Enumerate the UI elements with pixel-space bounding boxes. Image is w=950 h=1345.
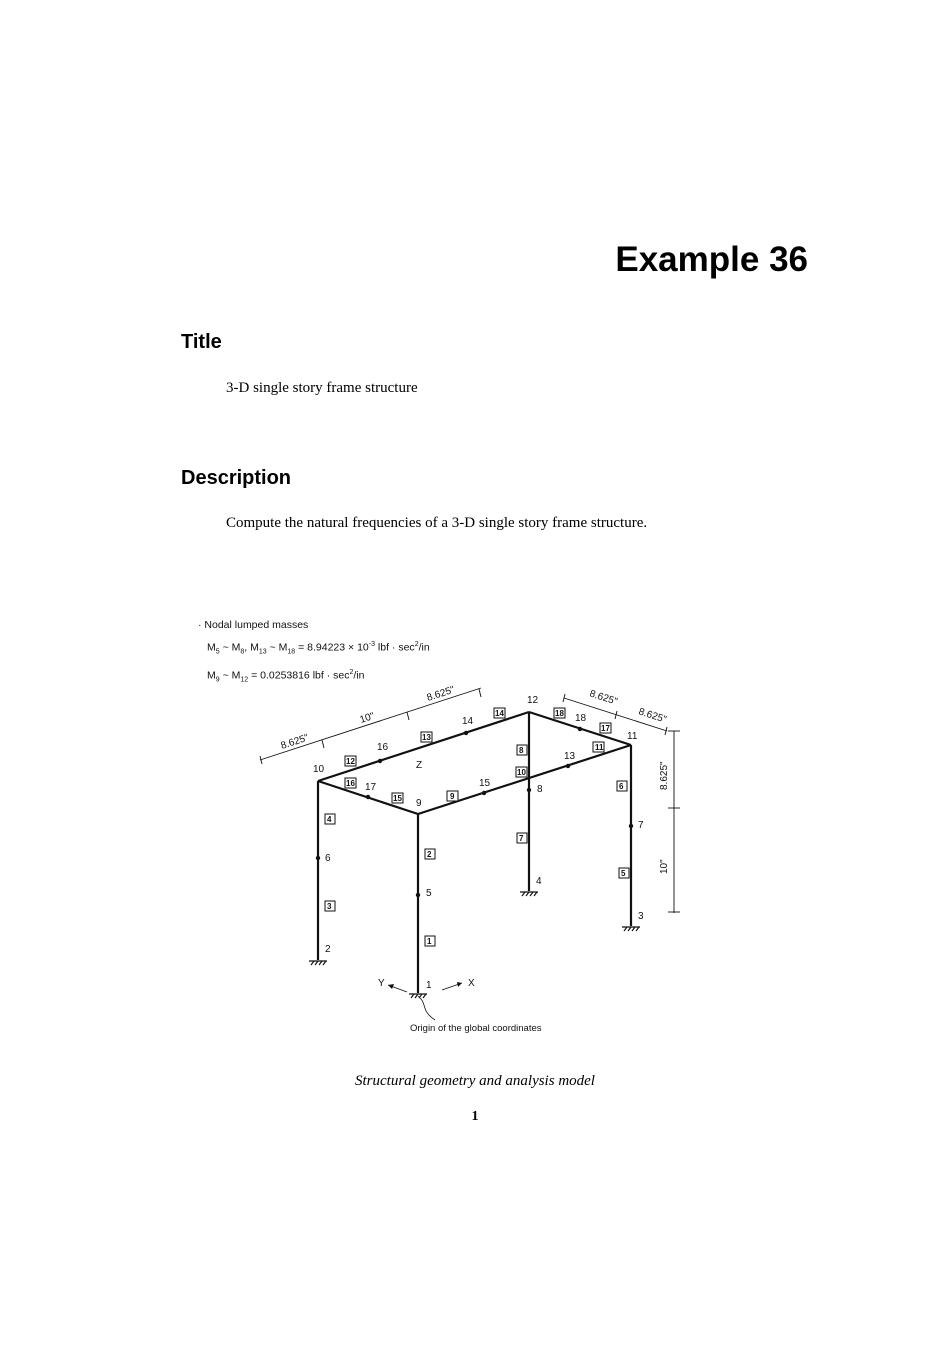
member-label-10: 10 <box>517 768 526 777</box>
origin-note: Origin of the global coordinates <box>410 1023 542 1034</box>
mass-line-2: $M_9$ ~ $M_{12} = 0.0253816$ lbf · $\sec^2/in$ <box>207 668 365 684</box>
member-label-15: 15 <box>393 794 402 803</box>
figure-caption: Structural geometry and analysis model <box>355 1073 595 1089</box>
member-label-4: 4 <box>327 815 332 824</box>
node-label-15: 15 <box>479 778 491 789</box>
example-title: Example 36 <box>615 240 808 279</box>
node-label-11: 11 <box>627 731 638 742</box>
member-label-12: 12 <box>346 757 355 766</box>
node-label-16: 16 <box>377 742 389 753</box>
beam-10-12 <box>318 712 529 781</box>
member-label-16: 16 <box>346 779 355 788</box>
axis-arrowheads <box>388 982 462 989</box>
section-heading-title: Title <box>181 331 222 353</box>
node-label-18: 18 <box>575 713 587 724</box>
axis-arrows <box>388 983 462 992</box>
page-number: 1 <box>471 1109 479 1124</box>
node-labels <box>313 695 644 991</box>
member-label-14: 14 <box>495 709 504 718</box>
node-label-7: 7 <box>638 820 644 831</box>
axis-x-label: X <box>468 978 475 989</box>
member-boxes <box>325 708 629 946</box>
member-label-18: 18 <box>555 709 564 718</box>
node-label-4: 4 <box>536 876 542 887</box>
member-label-9: 9 <box>450 792 455 801</box>
node-label-5: 5 <box>426 888 432 899</box>
member-label-6: 6 <box>619 782 624 791</box>
mass-heading: · Nodal lumped masses <box>198 619 309 631</box>
member-label-17: 17 <box>601 724 610 733</box>
member-label-7: 7 <box>519 834 524 843</box>
dim-vertical-bottom: 10" <box>659 859 670 874</box>
node-label-3: 3 <box>638 911 644 922</box>
dim-vertical-top: 8.625" <box>659 761 670 790</box>
dim-right-1: 8.625" <box>588 688 619 708</box>
section-heading-description: Description <box>181 467 292 489</box>
node-label-13: 13 <box>564 751 576 762</box>
member-label-11: 11 <box>595 743 604 752</box>
origin-leader <box>418 996 435 1020</box>
dim-top: 8.625" <box>425 684 457 704</box>
node-markers <box>316 727 633 897</box>
member-label-3: 3 <box>327 902 332 911</box>
node-label-9: 9 <box>416 798 422 809</box>
member-label-1: 1 <box>427 937 432 946</box>
member-label-2: 2 <box>427 850 432 859</box>
node-label-2: 2 <box>325 944 331 955</box>
node-label-10: 10 <box>313 764 325 775</box>
member-label-8: 8 <box>519 746 524 755</box>
dim-left: 8.625" <box>279 732 311 752</box>
description-text: Compute the natural frequencies of a 3-D single story frame structure. <box>226 515 648 531</box>
node-label-8: 8 <box>537 784 543 795</box>
member-labels <box>327 709 626 946</box>
member-label-5: 5 <box>621 869 626 878</box>
node-label-1: 1 <box>426 980 432 991</box>
axis-y-label: Y <box>378 978 385 989</box>
node-label-12: 12 <box>527 695 539 706</box>
axis-z-label: Z <box>416 760 423 771</box>
member-label-13: 13 <box>422 733 431 742</box>
node-label-17: 17 <box>365 782 377 793</box>
dim-right-2: 8.625" <box>637 706 668 726</box>
dim-middle: 10" <box>358 710 376 726</box>
frame-members <box>318 712 631 993</box>
node-label-14: 14 <box>462 716 474 727</box>
title-text: 3-D single story frame structure <box>226 380 418 396</box>
node-label-6: 6 <box>325 853 331 864</box>
mass-line-1: $M_5$ ~ $M_8$, $M_{13}$ ~ $M_{18} = 8.94223 \times 10^{-3}$ lbf · $\sec^2/in$ <box>207 641 430 656</box>
